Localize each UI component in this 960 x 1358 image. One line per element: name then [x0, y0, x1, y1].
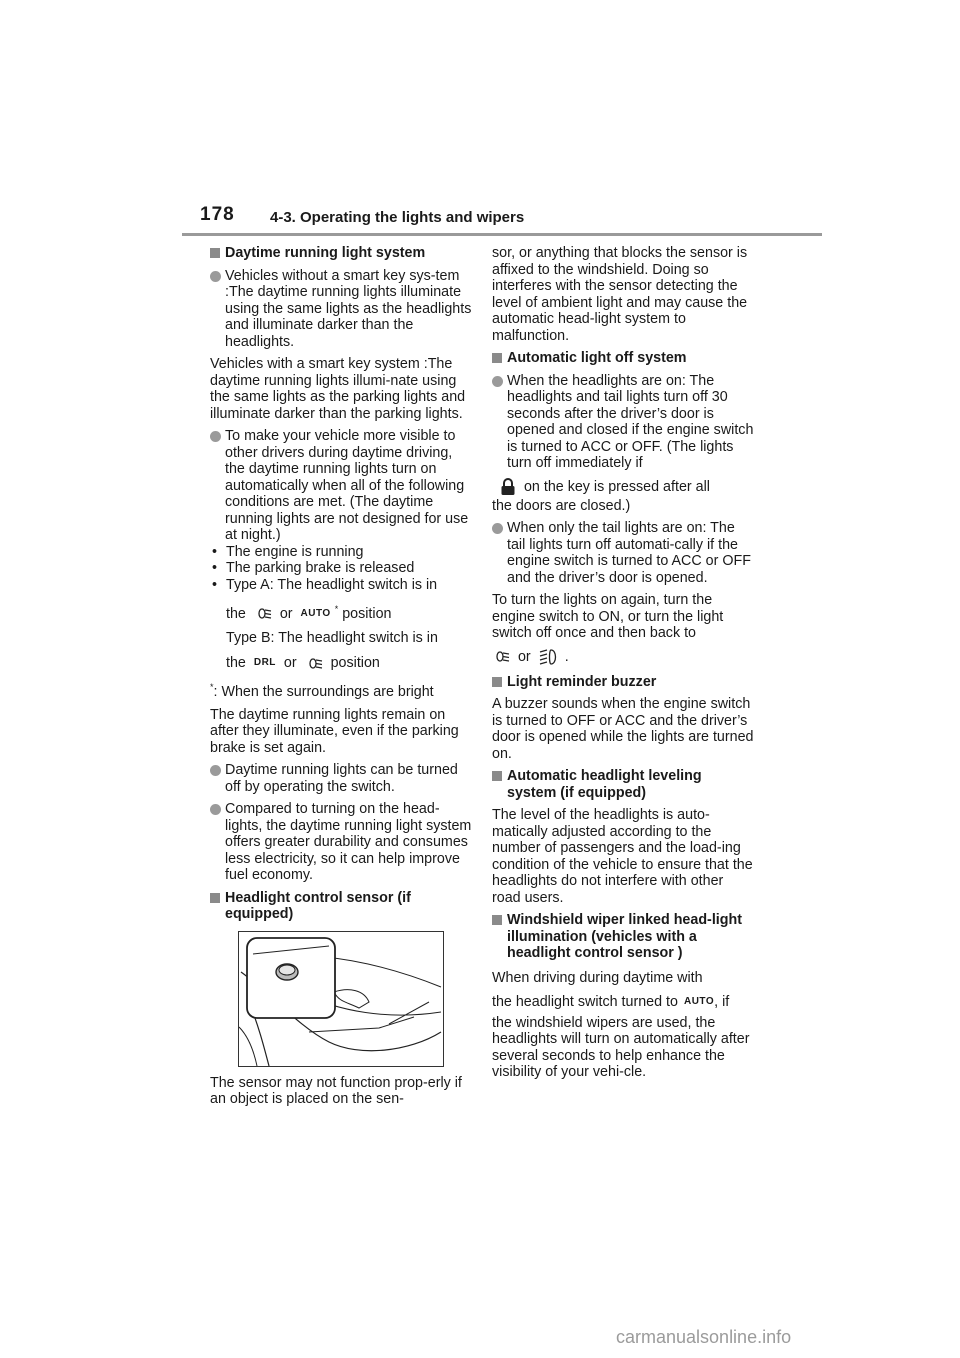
icons-line	[492, 648, 754, 666]
right-column	[492, 245, 754, 1087]
bullet-text: Compared to turning on the head-lights, the daytime running light system offers greater durability and consumes less electricity, so it can help improve fuel economy.	[225, 801, 472, 884]
auto-icon: AUTO	[300, 607, 331, 619]
heading-text: Headlight control sensor (if equipped)	[225, 889, 411, 923]
bullet-text: Vehicles without a smart key sys-tem :The daytime running lights illuminate using the same lights as the headlights and illuminate darker than the headlights.	[225, 267, 472, 350]
left-column	[210, 245, 472, 1114]
bullet-item	[210, 762, 472, 795]
heading-drl	[210, 245, 472, 262]
text-the: the	[226, 654, 246, 671]
square-bullet-icon	[492, 353, 502, 363]
dash-text: The engine is running	[226, 543, 364, 560]
bullet-item	[492, 520, 754, 586]
bullet-item	[210, 801, 472, 884]
type-b-icons-line	[210, 655, 472, 672]
paragraph: The sensor may not function prop-erly if an object is placed on the sen-	[210, 1074, 462, 1108]
headlight-low-beam-icon	[254, 607, 272, 620]
bullet-text: When the headlights are on: The headlights and tail lights turn off 30 seconds after the driver’s door is opened and closed if the engine switch is turned to ACC or OFF. (The lights turn off immediately if	[507, 372, 754, 471]
header-rule	[182, 233, 822, 236]
round-bullet-icon	[210, 804, 221, 815]
dash-item	[210, 577, 472, 594]
square-bullet-icon	[210, 248, 220, 258]
dash-item	[210, 544, 472, 561]
asterisk: *	[210, 682, 214, 693]
headlight-sensor-illustration	[238, 931, 444, 1067]
paragraph: When driving during daytime with	[492, 969, 703, 986]
paragraph: the doors are closed.)	[492, 497, 631, 514]
auto-icon: AUTO	[683, 996, 715, 1007]
dash-text: The parking brake is released	[226, 560, 415, 576]
text-position: position	[342, 605, 392, 622]
heading-leveling	[492, 768, 754, 801]
bullet-item	[492, 373, 754, 472]
paragraph: A buzzer sounds when the engine switch is turned to OFF or ACC and the driver’s door is opened while the lights are turned on.	[492, 696, 754, 762]
type-b-line: Type B: The headlight switch is in	[226, 630, 438, 647]
headlight-low-beam-icon	[305, 657, 323, 670]
square-bullet-icon	[492, 771, 502, 781]
heading-buzzer	[492, 674, 754, 691]
text-or: or	[517, 648, 531, 665]
lock-text: on the key is pressed after all	[523, 478, 710, 495]
dash-item	[210, 560, 472, 577]
windshield-sensor-drawing	[239, 932, 443, 1066]
heading-text: Automatic headlight leveling system (if equipped)	[507, 768, 702, 801]
asterisk: *	[334, 604, 339, 614]
bullet-item	[210, 268, 472, 351]
round-bullet-icon	[492, 376, 503, 387]
heading-auto-off	[492, 350, 754, 367]
heading-wiper	[492, 912, 754, 962]
paragraph: The level of the headlights is auto-matically adjusted according to the number of passengers and the load-ing condition of the vehicle to ensure that the headlights do not interfere with other road users.	[492, 807, 753, 906]
dash-mark: •	[212, 560, 218, 576]
square-bullet-icon	[210, 893, 220, 903]
headlight-low-beam-icon	[492, 650, 510, 663]
text-position: position	[330, 654, 380, 671]
auto-line	[492, 994, 754, 1011]
paragraph: To turn the lights on again, turn the engine switch to ON, or turn the light switch off once and then back to	[492, 592, 724, 641]
page-number: 178	[200, 204, 235, 225]
dash-mark: •	[212, 576, 218, 593]
round-bullet-icon	[492, 523, 503, 534]
paragraph: the windshield wipers are used, the headlights will turn on automatically after several seconds to help enhance the visibility of your vehi-cle.	[492, 1014, 750, 1081]
round-bullet-icon	[210, 765, 221, 776]
bullet-text: When only the tail lights are on: The tail lights turn off automati-cally if the engine switch is turned to ACC or OFF and the driver’s door is opened.	[507, 520, 751, 586]
headlight-beam-icon	[539, 648, 561, 666]
heading-text: Automatic light off system	[507, 350, 687, 366]
text-if: , if	[714, 994, 730, 1011]
round-bullet-icon	[210, 271, 221, 282]
paragraph: Vehicles with a smart key system :The daytime running lights illumi-nate using the same lights as the parking lights and illuminate darker than the parking lights.	[210, 356, 466, 422]
drl-icon: DRL	[253, 656, 276, 668]
dash-mark: •	[212, 543, 218, 560]
bullet-text: Daytime running lights can be turned off by operating the switch.	[225, 762, 458, 795]
heading-text: Windshield wiper linked head-light illumination (vehicles with a headlight control sensor )	[507, 912, 742, 961]
paragraph: sor, or anything that blocks the sensor is affixed to the windshield. Doing so interferes with the sensor detecting the level of ambient light and may cause the automatic head-light system to malfunction.	[492, 245, 748, 344]
lock-line	[492, 478, 754, 496]
text-switch: the headlight switch turned to	[492, 994, 678, 1011]
square-bullet-icon	[492, 677, 502, 687]
square-bullet-icon	[492, 915, 502, 925]
paragraph: The daytime running lights remain on after they illuminate, even if the parking brake is set again.	[210, 706, 459, 756]
text-the: the	[226, 605, 246, 622]
round-bullet-icon	[210, 431, 221, 442]
bullet-text: To make your vehicle more visible to other drivers during daytime driving, the daytime running lights turn on automatically when all of the following conditions are met. (The daytime running lights are not designed for use at night.)	[225, 428, 469, 543]
lock-icon	[500, 478, 516, 496]
heading-sensor	[210, 890, 472, 923]
text-period: .	[564, 648, 569, 665]
footnote	[210, 679, 472, 700]
heading-text: Daytime running light system	[225, 245, 426, 261]
dash-text: Type A: The headlight switch is in	[226, 576, 438, 593]
section-title: 4-3. Operating the lights and wipers	[270, 209, 525, 226]
text-or: or	[279, 605, 293, 622]
bullet-item	[210, 428, 472, 544]
type-a-line	[210, 601, 472, 622]
text-or: or	[283, 654, 297, 671]
watermark: carmanualsonline.info	[616, 1327, 792, 1347]
footnote-text: : When the surroundings are bright	[213, 684, 434, 701]
heading-text: Light reminder buzzer	[507, 673, 657, 690]
